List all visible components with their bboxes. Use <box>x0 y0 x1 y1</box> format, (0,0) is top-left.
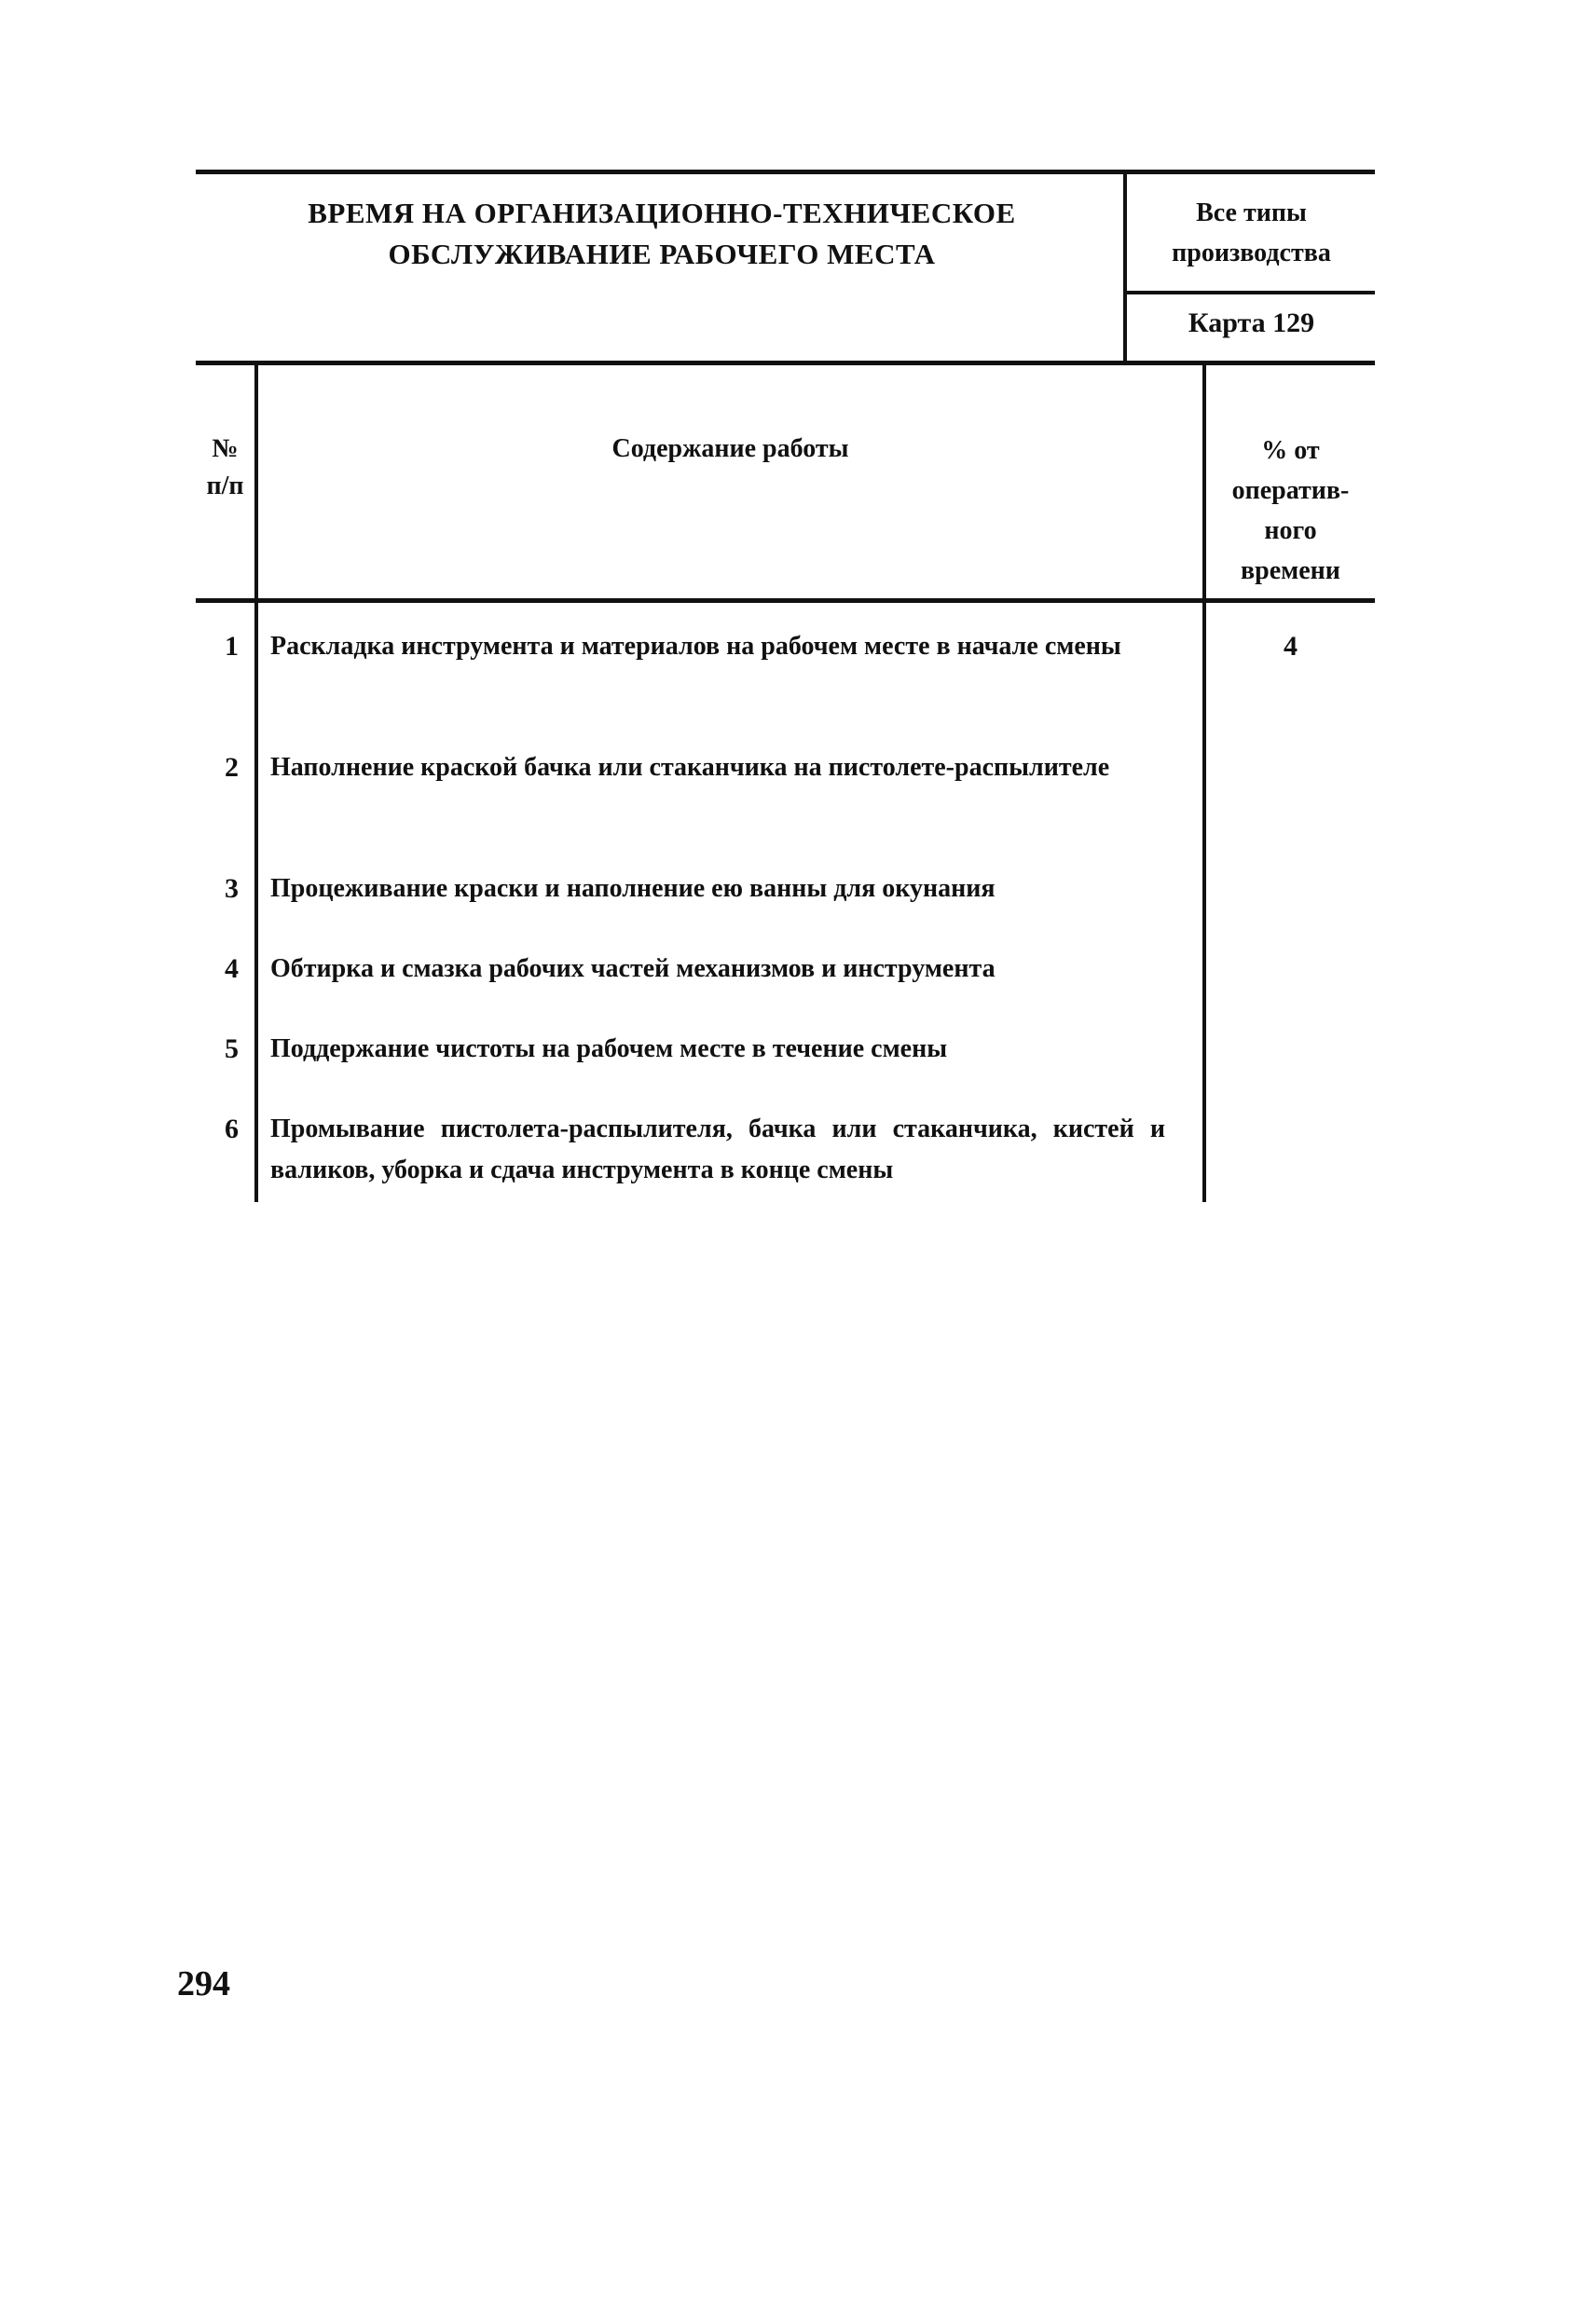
card-title-line-2: ОБСЛУЖИВАНИЕ РАБОЧЕГО МЕСТА <box>388 238 936 270</box>
row-content: Поддержание чистоты на рабочем месте в течение смены <box>270 1034 948 1063</box>
row-number: 4 <box>225 953 239 984</box>
table-header-rule <box>196 598 1375 603</box>
card-title <box>196 193 1128 275</box>
production-scope <box>1128 193 1375 273</box>
row-content: Наполнение краской бачка или стаканчика на пистолете-распылителе <box>270 753 1110 782</box>
card-header <box>196 170 1375 365</box>
column-header-number-line-1: № <box>212 434 239 463</box>
card-title-line-1: ВРЕМЯ НА ОРГАНИЗАЦИОННО-ТЕХНИЧЕСКОЕ <box>308 197 1016 229</box>
column-header-content: Содержание работы <box>611 434 849 463</box>
column-header-percent-line-3: ного <box>1264 516 1317 545</box>
column-divider-left <box>254 365 258 1202</box>
row-number: 2 <box>225 752 239 783</box>
column-header-percent-line-2: оператив- <box>1231 476 1350 505</box>
card-number: Карта 129 <box>1188 308 1315 338</box>
row-content: Процеживание краски и наполнение ею ванны для окунания <box>270 874 996 903</box>
work-content-table <box>196 365 1375 1204</box>
row-number: 1 <box>225 631 239 662</box>
column-header-number-line-2: п/п <box>206 472 244 500</box>
header-divider-horizontal <box>1127 291 1375 294</box>
row-percent: 4 <box>1284 631 1298 662</box>
page-number: 294 <box>177 1964 230 2003</box>
header-divider-vertical <box>1123 174 1127 361</box>
row-number: 3 <box>225 873 239 904</box>
column-header-percent-line-4: времени <box>1241 556 1340 585</box>
production-scope-line-2: производства <box>1172 239 1331 267</box>
row-content: Промывание пистолета-распылителя, бачка или стаканчика, кистей и валиков, уборка и сдача инструмента в конце смены <box>270 1114 1165 1184</box>
column-header-percent-line-1: % от <box>1261 436 1320 465</box>
row-number: 6 <box>225 1114 239 1144</box>
row-content: Раскладка инструмента и материалов на рабочем месте в начале смены <box>270 632 1121 661</box>
row-number: 5 <box>225 1033 239 1064</box>
column-header-percent <box>1206 431 1375 591</box>
production-scope-line-1: Все типы <box>1196 198 1307 227</box>
column-header-number <box>196 431 254 505</box>
row-content: Обтирка и смазка рабочих частей механизмов и инструмента <box>270 954 996 983</box>
